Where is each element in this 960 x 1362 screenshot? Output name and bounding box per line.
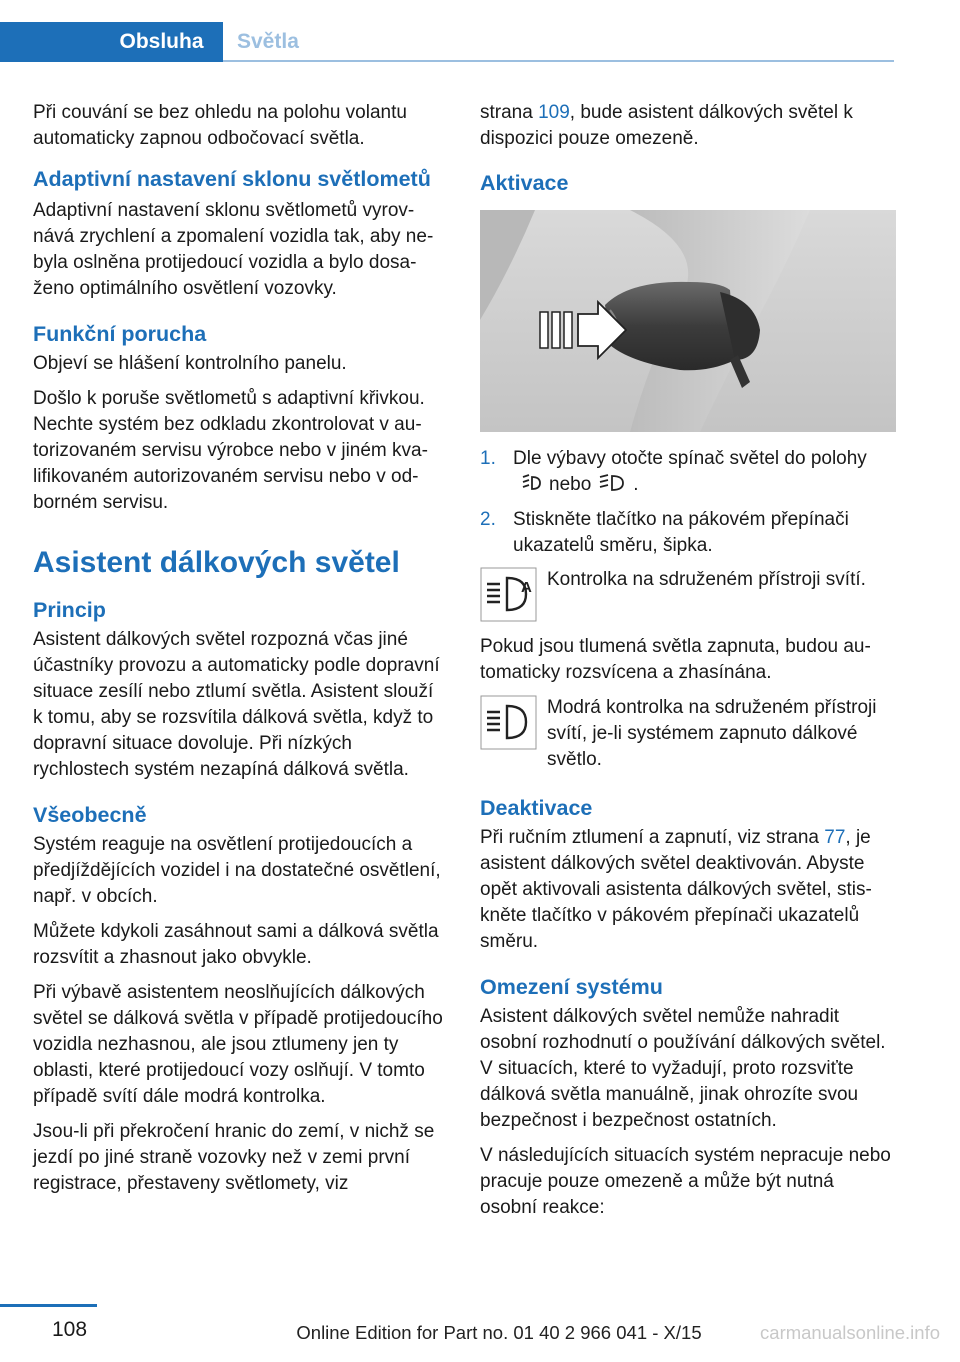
header-divider xyxy=(223,60,894,62)
page-link-109[interactable]: 109 xyxy=(538,102,570,123)
left-column xyxy=(33,100,448,1206)
heading-deactivation: Deaktivace xyxy=(480,796,593,820)
activation-steps xyxy=(480,446,896,559)
tab-svetla[interactable]: Světla xyxy=(237,30,299,53)
high-beam-assistant-indicator-icon xyxy=(480,567,537,622)
heading-limits: Omezení systému xyxy=(480,975,663,999)
heading-general: Všeobecně xyxy=(33,803,147,827)
paragraph-fault-2: Došlo k poruše světlometů s adaptivní křivkou. Nechte systém bez odkladu zkontrolovat v autorizovaném servisu výrobce nebo v jiném kvalifikovaném autorizovaném servisu nebo v odborném servisu. xyxy=(33,388,428,513)
lever-photo xyxy=(480,210,896,432)
paragraph-limits-2: V následujících situacích systém nepracuje nebo pracuje pouze omezeně a může být nutná osobní reakce: xyxy=(480,1145,891,1218)
paragraph-dipped-beam: Pokud jsou tlumená světla zapnuta, budou automaticky rozsvícena a zhasínána. xyxy=(480,636,871,683)
paragraph-principle: Asistent dálkových světel rozpozná včas jiné účastníky provozu a automaticky podle dopravní situace zesílí nebo ztlumí světla. Asistent slouží k tomu, aby se rozsvítila dálková světla, když to dopravní situace dovoluje. Při nízkých rychlostech systém nezapíná dálková světla. xyxy=(33,629,440,780)
high-beam-indicator-icon xyxy=(480,695,537,750)
heading-activation: Aktivace xyxy=(480,171,569,195)
paragraph-general-4: Jsou-li při překročení hranic do zemí, v nichž se jezdí po jiné straně vozovky než v zemi první registrace, přestaveny světlomety, viz xyxy=(33,1121,435,1194)
list-item: 2. Stiskněte tlačítko na pákovém přepínači ukazatelů směru, šipka. xyxy=(480,509,849,556)
right-column xyxy=(480,100,896,1230)
paragraph-fault-1: Objeví se hlášení kontrolního panelu. xyxy=(33,353,347,374)
paragraph-continued: strana 109, bude asistent dálkových světel k dispozici pouze omezeně. xyxy=(480,102,853,149)
footer-divider xyxy=(0,1304,97,1307)
paragraph-general-1: Systém reaguje na osvětlení protijedoucích a předjíždějících vozidel i na dostatečné osvětlení, např. v obcích. xyxy=(33,834,441,907)
heading-high-beam-assistant: Asistent dálkových světel xyxy=(33,546,400,579)
indicator-row-high-beam xyxy=(480,695,896,773)
indicator-row-auto xyxy=(480,567,896,622)
watermark: carmanualsonline.info xyxy=(760,1322,940,1343)
indicator-text-auto: Kontrolka na sdruženém přístroji svítí. xyxy=(547,569,866,590)
heading-principle: Princip xyxy=(33,598,106,622)
low-beam-icon xyxy=(597,473,627,501)
tab-obsluha[interactable]: Obsluha xyxy=(0,22,223,62)
turn-signal-lever-illustration xyxy=(480,210,896,432)
chapter-header xyxy=(0,0,894,62)
heading-adaptive: Adaptivní nastavení sklonu světlometů xyxy=(33,167,431,191)
list-item: 1. Dle výbavy otočte spínač světel do polohy nebo . xyxy=(480,446,896,501)
paragraph-general-2: Můžete kdykoli zasáhnout sami a dálková světla rozsvítit a zhasnout jako obvykle. xyxy=(33,921,439,968)
page-link-77[interactable]: 77 xyxy=(824,827,846,848)
headlight-auto-icon xyxy=(519,473,543,501)
paragraph-limits-1: Asistent dálkových světel nemůže nahradit osobní rozhodnutí o používání dálkových světel. V situacích, které to vyžadují, proto rozsviťte dálková světla manuálně, jinak ohrozíte svou bezpečnost i bezpečnost ostatních. xyxy=(480,1006,886,1131)
svg-text:A: A xyxy=(521,579,532,596)
paragraph-intro: Při couvání se bez ohledu na polohu volantu automaticky zapnou odbočovací světla. xyxy=(33,102,407,149)
edition-info: Online Edition for Part no. 01 40 2 966 041 - X/15 xyxy=(296,1322,702,1343)
heading-fault: Funkční porucha xyxy=(33,322,207,346)
paragraph-deactivation: Při ručním ztlumení a zapnutí, viz strana 77, je asistent dálkových světel deaktivován. Abyste opět aktivovali asistenta dálkových světel, stiskněte tlačítko v pákovém přepínači ukazatelů směru. xyxy=(480,827,872,952)
page-number: 108 xyxy=(52,1318,88,1341)
paragraph-general-3: Při výbavě asistentem neoslňujících dálkových světel se dálková světla v případě protijedoucího vozidla nezhasnou, ale jsou ztlumeny jen ty oblasti, které protijedoucí vozy oslňují. V tomto případě svítí dále modrá kontrolka. xyxy=(33,982,443,1107)
paragraph-adaptive: Adaptivní nastavení sklonu světlometů vyrovnává zrychlení a zpomalení vozidla tak, aby nebyla oslněna protijedoucí vozidla a bylo dosaženo optimálního osvětlení vozovky. xyxy=(33,200,434,299)
indicator-text-high-beam: Modrá kontrolka na sdruženém přístroji svítí, je-li systémem zapnuto dálkové světlo. xyxy=(547,697,877,770)
